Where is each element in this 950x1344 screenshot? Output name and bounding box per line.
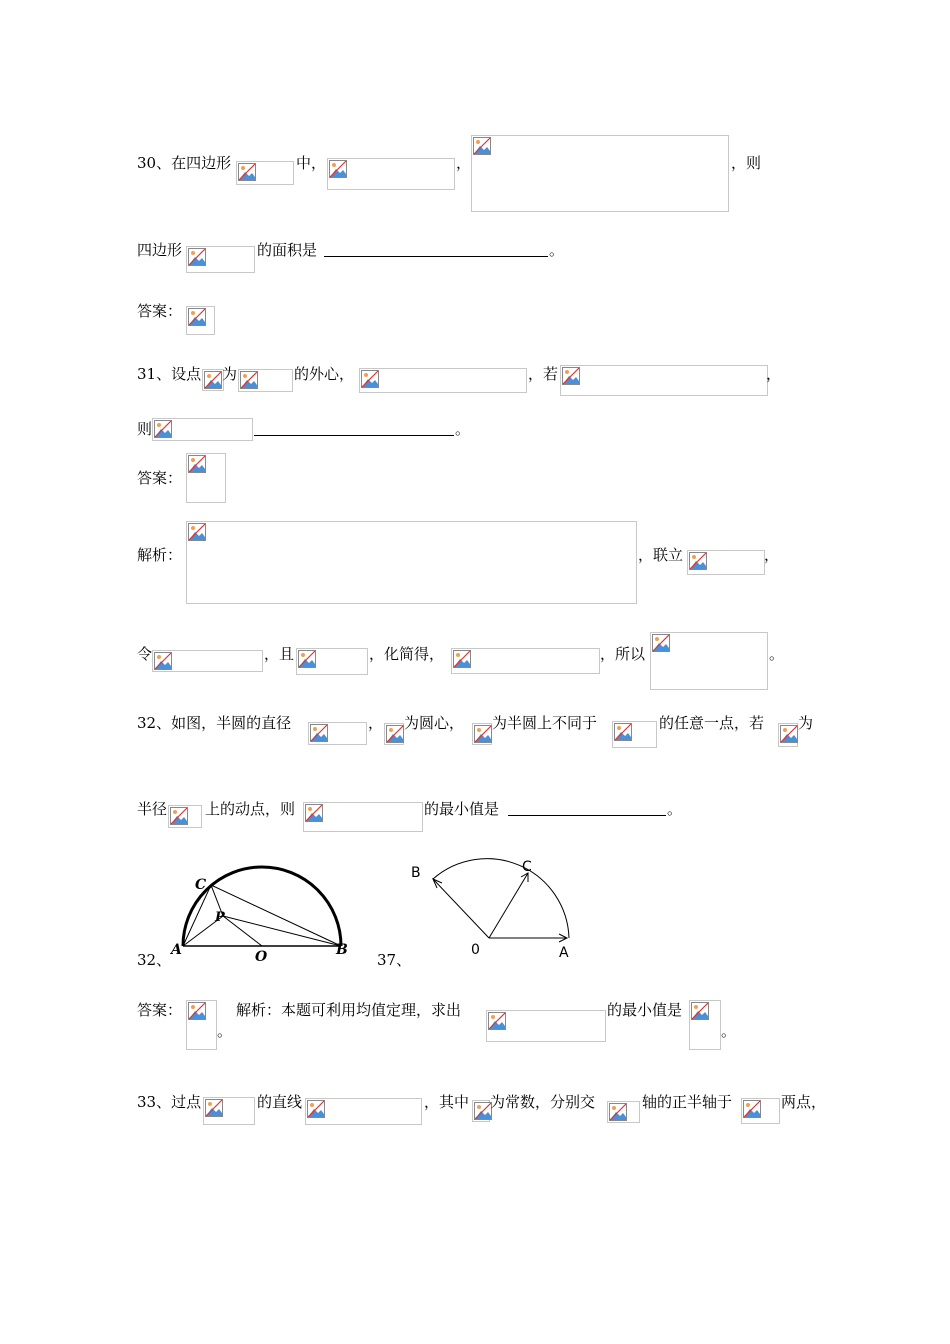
label-C: C [195, 877, 207, 893]
q31-text: 令 [137, 645, 153, 663]
broken-image-icon [451, 648, 600, 674]
q31-text: 。 [769, 645, 785, 663]
broken-image-icon [384, 723, 404, 745]
answer-blank [254, 435, 454, 436]
broken-image-icon [607, 1101, 640, 1123]
answer-label: 答案： [137, 469, 183, 487]
q30-text: ， [456, 154, 472, 172]
broken-image-icon [650, 632, 768, 690]
q33-text: ，其中 [424, 1093, 470, 1111]
answer-blank [324, 256, 548, 257]
label-B: B [411, 865, 421, 881]
q31-text: ， [766, 365, 782, 383]
q32-text: 32、如图，半圆的直径 [137, 714, 292, 732]
q33-text: 轴的正半轴于 [642, 1093, 733, 1111]
label-B: B [336, 942, 348, 958]
q33-text: 为常数，分别交 [490, 1093, 596, 1111]
broken-image-icon [305, 1098, 422, 1125]
figure-caption: 32、 [137, 951, 172, 969]
sector-vector-figure [405, 855, 585, 965]
broken-image-icon [203, 1097, 255, 1125]
label-A: A [559, 945, 569, 961]
q30-text: 中， [296, 154, 327, 172]
broken-image-icon [152, 650, 263, 672]
q30-text: 的面积是 [257, 241, 318, 259]
label-P: P [215, 910, 225, 925]
q31-text: ，联立 [638, 546, 684, 564]
semicircle-figure [165, 865, 355, 965]
q32-text: 的最小值是 [607, 1001, 683, 1019]
q31-text: ，若 [528, 365, 559, 383]
broken-image-icon [359, 368, 527, 393]
broken-image-icon [308, 722, 367, 745]
q32-text: 为 [798, 714, 814, 732]
q31-text: 。 [455, 420, 471, 438]
q33-text: 的直线 [257, 1093, 303, 1111]
label-O: O [255, 949, 268, 965]
q30-text: 。 [549, 241, 565, 259]
q32-text: 。 [217, 1022, 233, 1040]
broken-image-icon [296, 648, 368, 675]
q31-text: 为 [222, 365, 238, 383]
broken-image-icon [689, 1000, 721, 1050]
broken-image-icon [472, 723, 492, 745]
q31-text: 的外心， [294, 365, 355, 383]
answer-label: 答案： [137, 302, 183, 320]
q32-text: 。 [667, 800, 683, 818]
broken-image-icon [687, 550, 765, 575]
q32-text: 上的动点，则 [205, 800, 296, 818]
broken-image-icon [327, 158, 455, 190]
q31-text: 则 [137, 420, 153, 438]
q32-text: 。 [721, 1022, 737, 1040]
label-A: A [171, 942, 182, 958]
analysis-text: 解析：本题可利用均值定理，求出 [236, 1001, 462, 1019]
broken-image-icon [152, 418, 253, 441]
broken-image-icon [186, 306, 215, 335]
q32-text: 为圆心， [404, 714, 465, 732]
q31-text: ，所以 [600, 645, 646, 663]
broken-image-icon [168, 805, 202, 828]
answer-label: 答案： [137, 1001, 183, 1019]
q32-text: 的最小值是 [424, 800, 500, 818]
label-C: C [522, 859, 532, 875]
broken-image-icon [186, 1000, 217, 1050]
q33-text: 33、过点 [137, 1093, 202, 1111]
broken-image-icon [186, 246, 255, 273]
answer-blank [508, 815, 666, 816]
broken-image-icon [741, 1098, 780, 1124]
broken-image-icon [186, 521, 637, 604]
broken-image-icon [778, 723, 798, 747]
broken-image-icon [472, 1100, 490, 1122]
label-0: 0 [471, 942, 480, 958]
q30-text: 四边形 [137, 241, 183, 259]
broken-image-icon [236, 161, 294, 185]
broken-image-icon [186, 453, 226, 503]
broken-image-icon [202, 369, 224, 391]
broken-image-icon [303, 802, 423, 832]
q31-text: ， [764, 546, 780, 564]
q30-text: ，则 [731, 154, 762, 172]
q32-text: 的任意一点，若 [659, 714, 765, 732]
broken-image-icon [612, 721, 657, 748]
q31-text: ，且 [264, 645, 295, 663]
q32-text: ， [368, 714, 384, 732]
broken-image-icon [238, 369, 293, 392]
broken-image-icon [560, 365, 768, 396]
q31-text: ，化简得， [369, 645, 445, 663]
analysis-label: 解析： [137, 546, 183, 564]
q31-text: 31、设点 [137, 365, 202, 383]
q33-text: 两点， [781, 1093, 827, 1111]
q32-text: 为半圆上不同于 [492, 714, 598, 732]
broken-image-icon [486, 1010, 606, 1042]
broken-image-icon [471, 135, 729, 212]
q30-text: 30、在四边形 [137, 154, 232, 172]
figure-caption: 37、 [377, 951, 412, 969]
q32-text: 半径 [137, 800, 168, 818]
